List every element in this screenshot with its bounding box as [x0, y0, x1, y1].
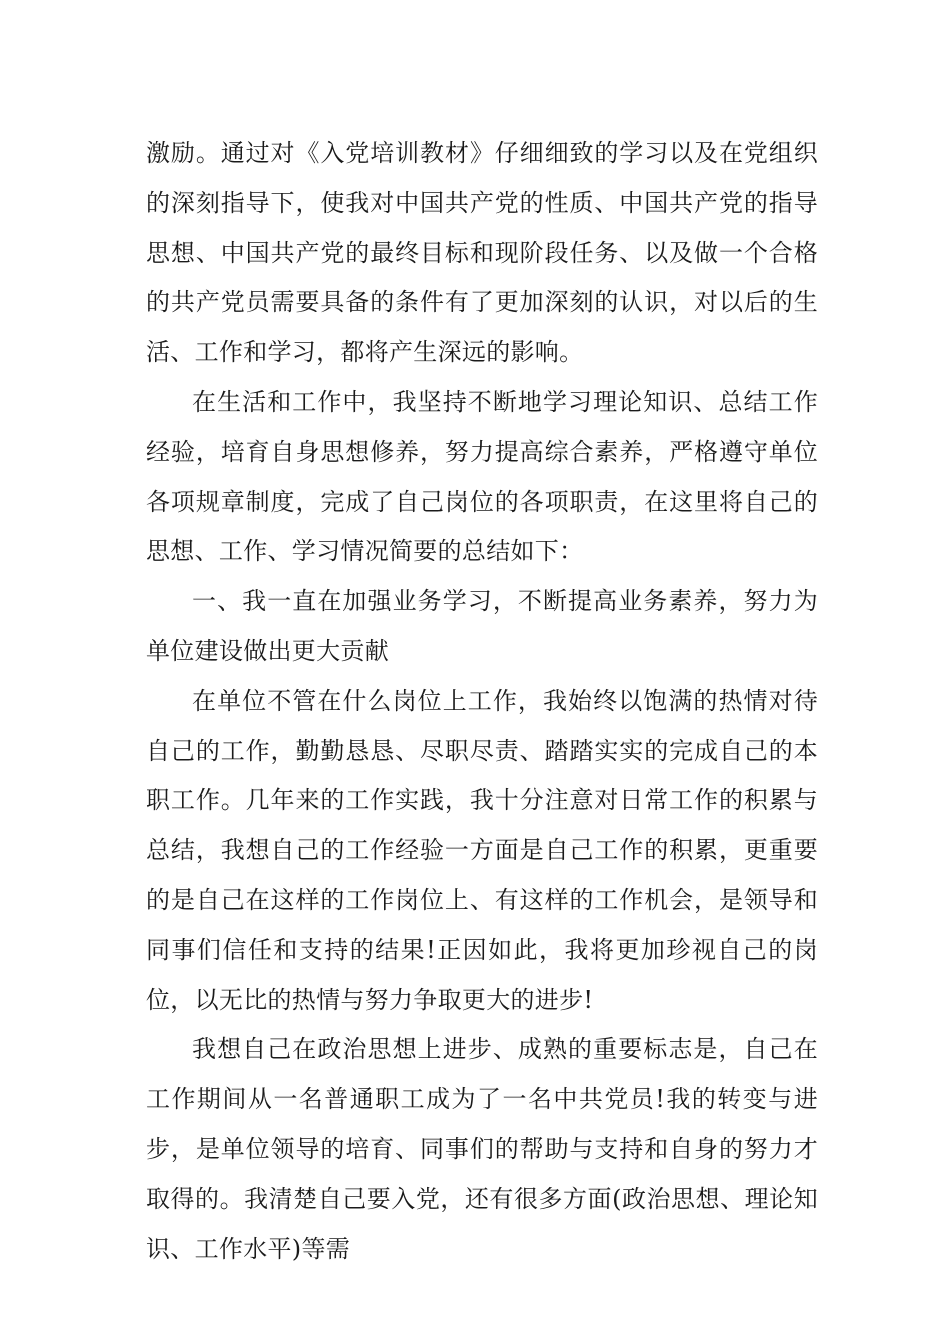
- document-body: [146, 129, 818, 1274]
- paragraph-5: 我想自己在政治思想上进步、成熟的重要标志是，自己在工作期间从一名普通职工成为了一名中共党员!我的转变与进步，是单位领导的培育、同事们的帮助与支持和自身的努力才取得的。我清楚自己要入党，还有很多方面(政治思想、理论知识、工作水平)等需: [146, 1035, 818, 1263]
- paragraph-1: 激励。通过对《入党培训教材》仔细细致的学习以及在党组织的深刻指导下，使我对中国共产党的性质、中国共产党的指导思想、中国共产党的最终目标和现阶段任务、以及做一个合格的共产党员需要具备的条件有了更加深刻的认识，对以后的生活、工作和学习，都将产生深远的影响。: [146, 139, 818, 367]
- paragraph-3-heading: 一、我一直在加强业务学习，不断提高业务素养，努力为单位建设做出更大贡献: [146, 587, 818, 665]
- paragraph-2: 在生活和工作中，我坚持不断地学习理论知识、总结工作经验，培育自身思想修养，努力提高综合素养，严格遵守单位各项规章制度，完成了自己岗位的各项职责，在这里将自己的思想、工作、学习情况简要的总结如下：: [146, 387, 818, 566]
- paragraph-4: 在单位不管在什么岗位上工作，我始终以饱满的热情对待自己的工作，勤勤恳恳、尽职尽责、踏踏实实的完成自己的本职工作。几年来的工作实践，我十分注意对日常工作的积累与总结，我想自己的工作经验一方面是自己工作的积累，更重要的是自己在这样的工作岗位上、有这样的工作机会，是领导和同事们信任和支持的结果!正因如此，我将更加珍视自己的岗位，以无比的热情与努力争取更大的进步!: [146, 686, 818, 1014]
